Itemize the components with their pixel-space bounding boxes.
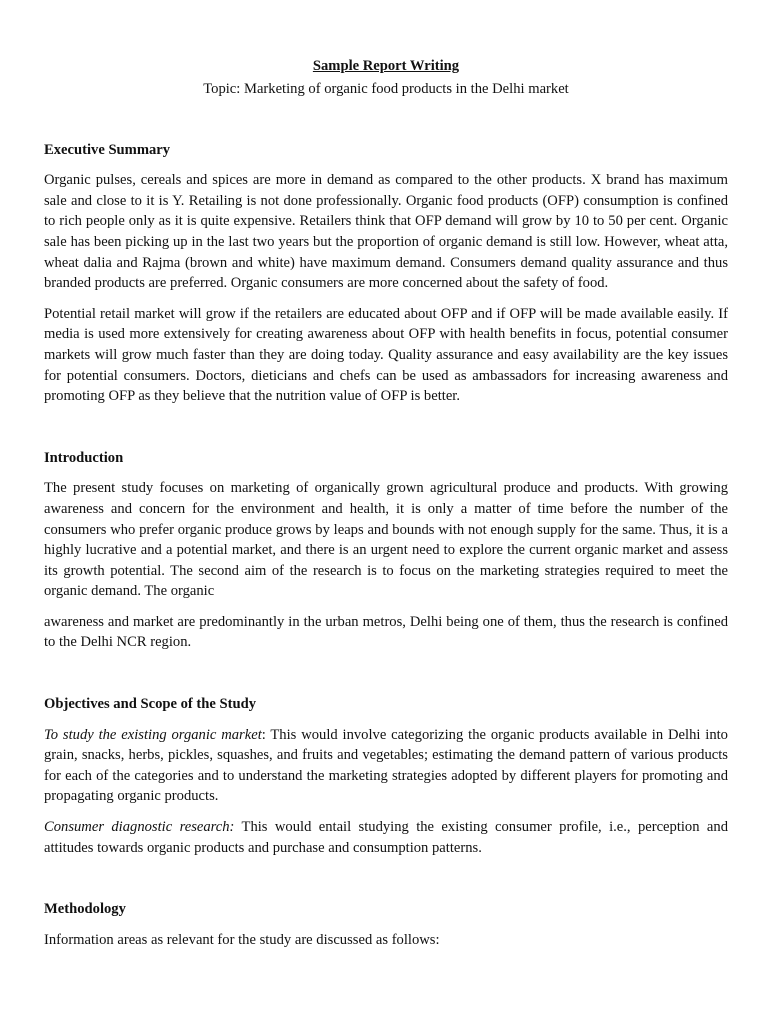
executive-summary-paragraph-1: Organic pulses, cereals and spices are more in demand as compared to the other products. X brand has maximum sale and close to it is Y. Retailing is not done professionally. Organic food products (OFP) consumption is confined to rich people only as it is quite expensive. Retailers think that OFP demand will grow by 10 to 50 per cent. Organic sale has been picking up in the last two years but the proportion of organic demand is still low. However, wheat atta, wheat dalia and Rajma (brown and white) have maximum demand. Consumers demand quality assurance and thus branded products are preferred. Organic consumers are more concerned about the safety of food.	[44, 172, 728, 292]
document-title: Sample Report Writing	[312, 58, 460, 74]
introduction-paragraph-2: awareness and market are predominantly in the urban metros, Delhi being one of them, thus the research is confined to the Delhi NCR region.	[44, 613, 728, 651]
objectives-section	[44, 694, 728, 858]
objective-item-2	[44, 817, 728, 858]
document-page	[44, 56, 728, 950]
objective-item-1-text: : This would involve categorizing the organic products available in Delhi into grain, snacks, herbs, pickles, squashes, and fruits and vegetables; estimating the demand pattern of various products for each of the categories and to understand the marketing strategies adopted by different players for promoting and propagating organic products.	[44, 726, 728, 805]
objective-item-1-lead: To study the existing organic market	[44, 726, 262, 743]
objectives-heading: Objectives and Scope of the Study	[44, 696, 257, 713]
methodology-section	[44, 899, 728, 950]
methodology-heading: Methodology	[44, 901, 126, 918]
executive-summary-section	[44, 140, 728, 407]
objective-item-2-text: This would entail studying the existing consumer profile, i.e., perception and attitudes towards organic products and purchase and consumption patterns.	[44, 819, 728, 856]
introduction-section	[44, 448, 728, 653]
methodology-paragraph-1: Information areas as relevant for the study are discussed as follows:	[44, 931, 440, 948]
executive-summary-paragraph-2: Potential retail market will grow if the retailers are educated about OFP and if OFP will be made available easily. If media is used more extensively for creating awareness about OFP with health benefits in focus, potential consumer markets will grow much faster than they are doing today. Quality assurance and easy availability are the key issues for potential consumers. Doctors, dieticians and chefs can be used as ambassadors for increasing awareness and promoting OFP as they believe that the nutrition value of OFP is better.	[44, 305, 728, 405]
objective-item-1	[44, 725, 728, 807]
introduction-heading: Introduction	[44, 449, 124, 466]
executive-summary-heading: Executive Summary	[44, 141, 171, 158]
objective-item-2-lead: Consumer diagnostic research:	[44, 819, 235, 836]
document-topic: Topic: Marketing of organic food products in the Delhi market	[203, 81, 569, 97]
introduction-paragraph-1: The present study focuses on marketing of organically grown agricultural produce and products. With growing awareness and concern for the environment and health, it is only a matter of time before the number of the consumers who prefer organic produce grows by leaps and bounds with not enough supply for the same. Thus, it is a highly lucrative and a potential market, and there is an urgent need to explore the current organic market and assess its growth potential. The second aim of the research is to focus on the marketing strategies required to meet the organic demand. The organic	[44, 480, 728, 600]
